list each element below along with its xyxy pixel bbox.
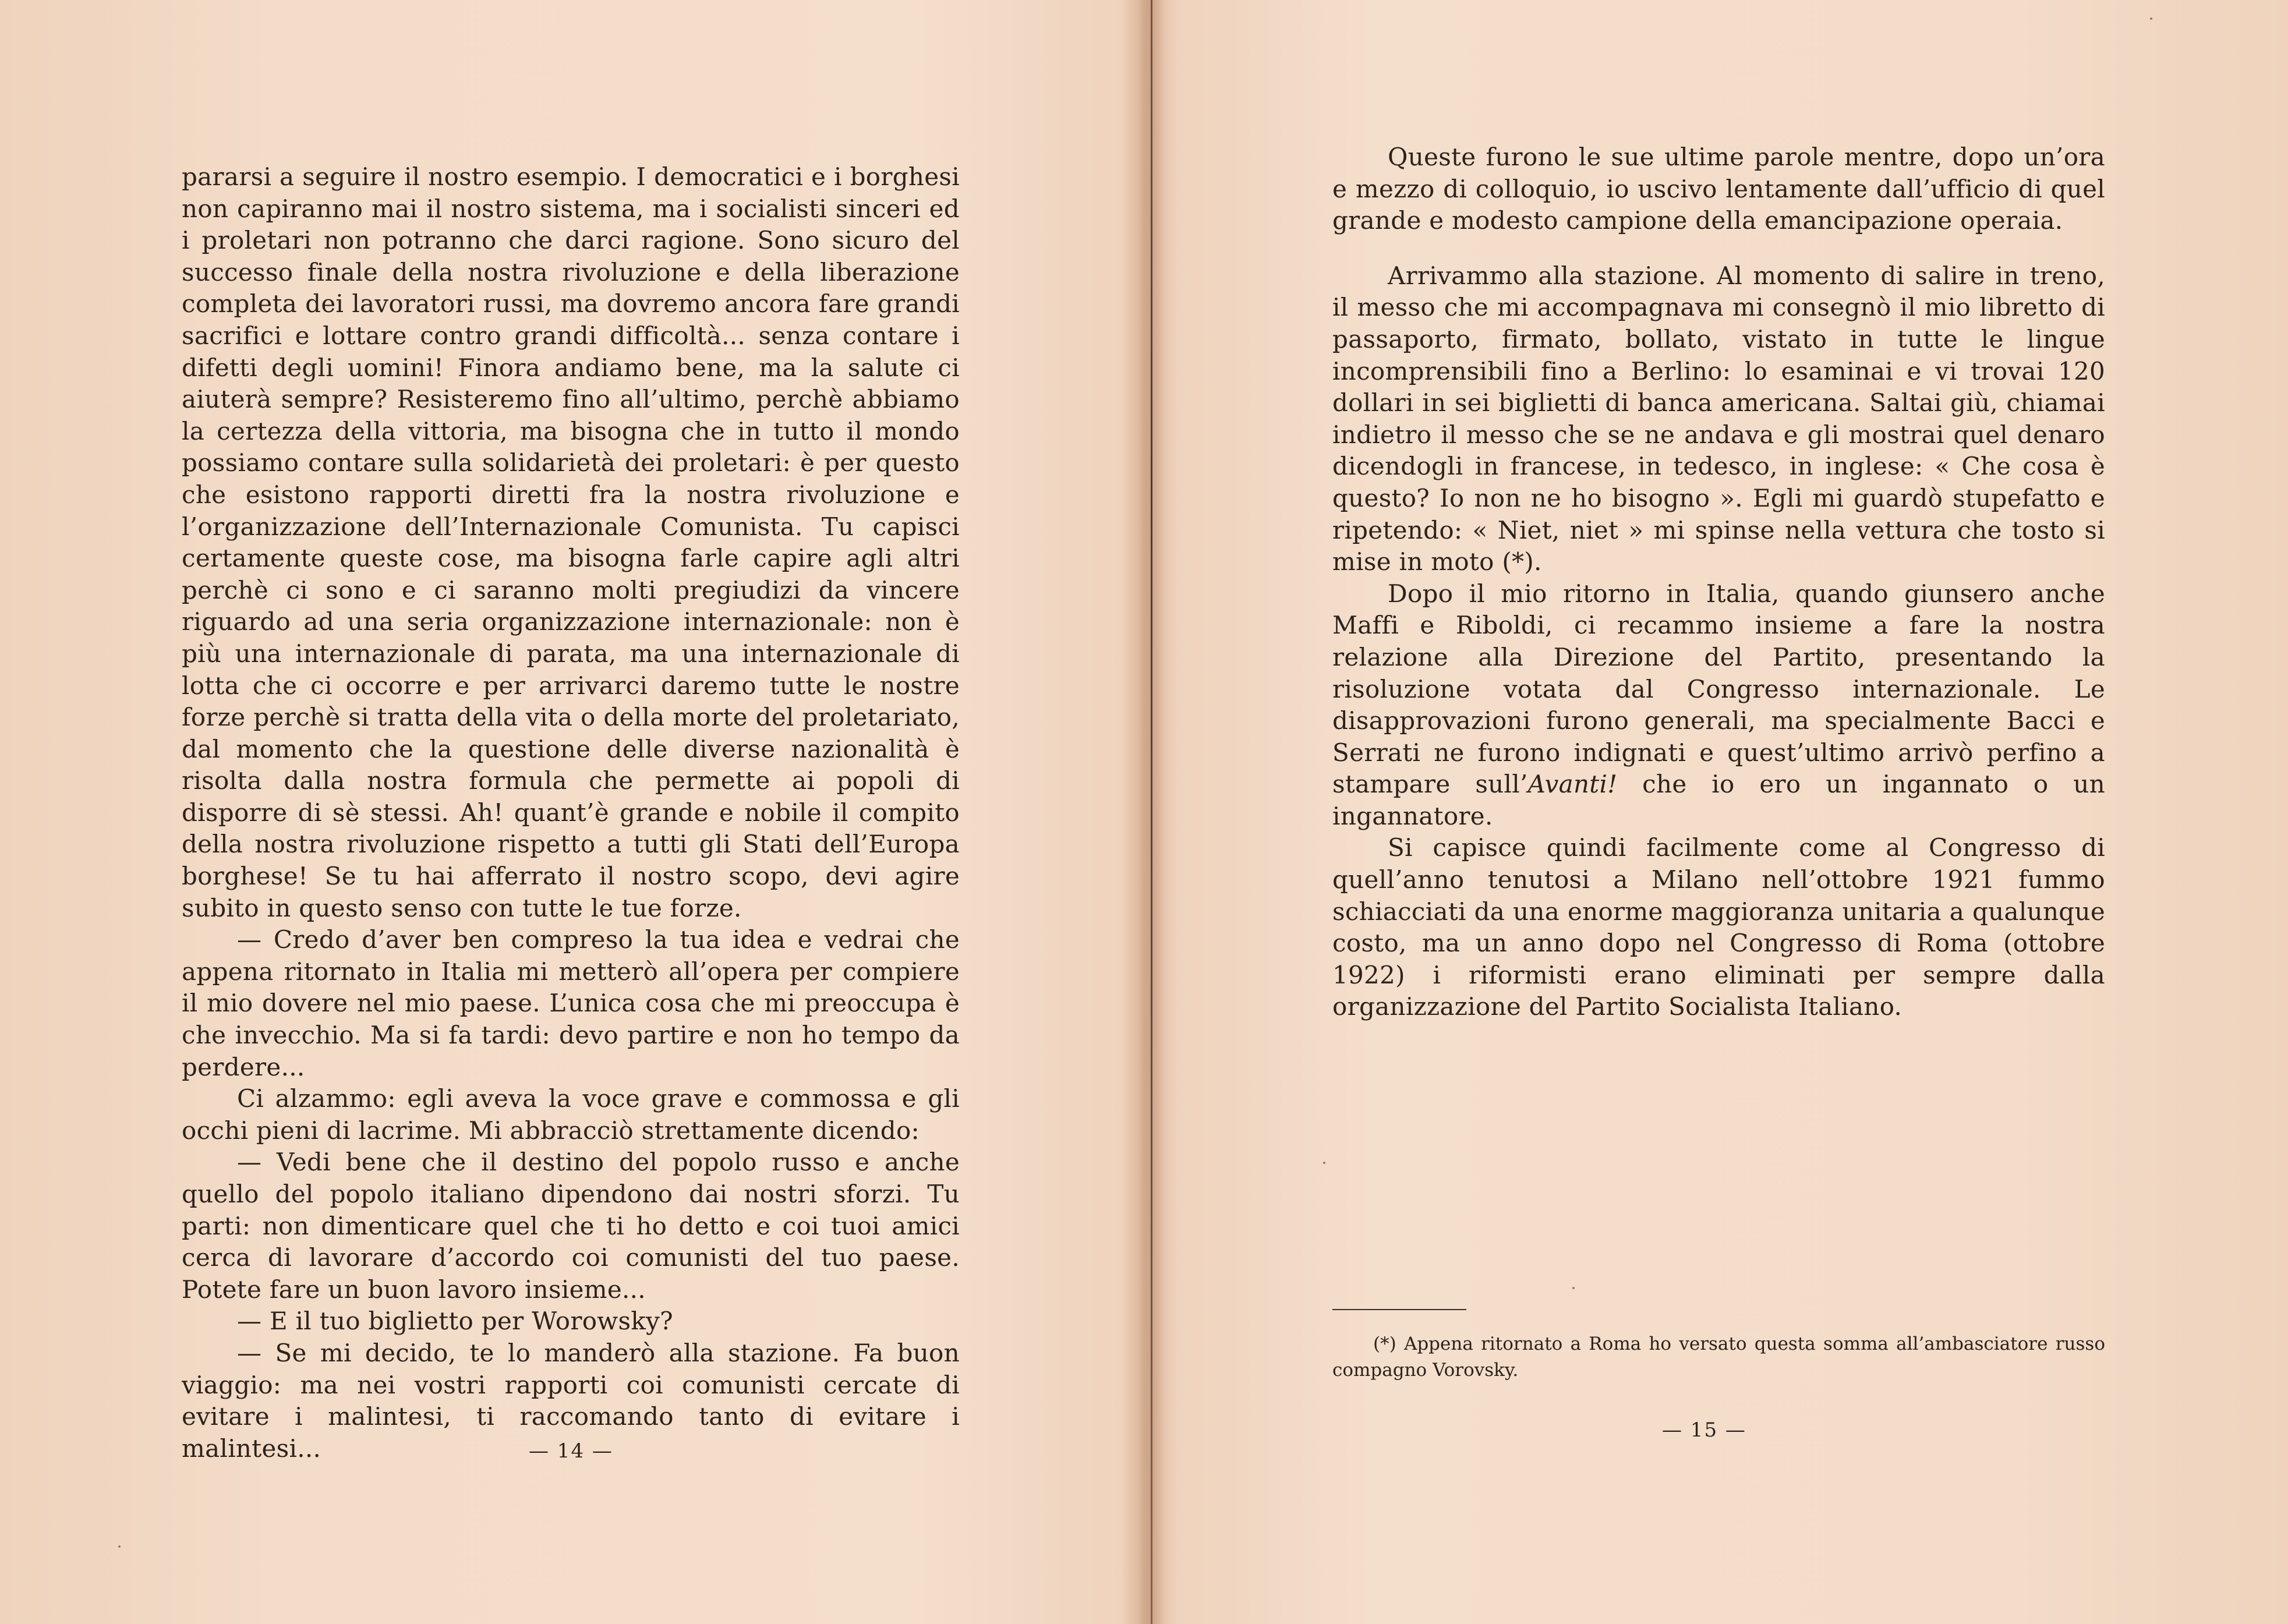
paragraph: Queste furono le sue ultime parole mentre, dopo un’ora e mezzo di colloquio, io uscivo lentamente dall’ufficio di quel grande e modesto campione della emancipazione operaia. bbox=[1332, 143, 2105, 235]
paper-speck bbox=[1323, 1162, 1325, 1164]
paragraph: — E il tuo biglietto per Worowsky? bbox=[237, 1307, 673, 1336]
newspaper-title: Avanti! bbox=[1527, 770, 1618, 799]
footnote: (*) Appena ritornato a Roma ho versato questa somma all’ambasciatore russo compagno Vorovsky. bbox=[1332, 1333, 2105, 1381]
paragraph: Ci alzammo: egli aveva la voce grave e commossa e gli occhi pieni di lacrime. Mi abbracciò strettamente dicendo: bbox=[182, 1084, 960, 1145]
paper-speck bbox=[118, 1545, 121, 1548]
paragraph: Si capisce quindi facilmente come al Congresso di quell’anno tenutosi a Milano nell’ottobre 1921 fummo schiacciati da una enorme maggioranza unitaria a qualunque costo, ma un anno dopo nel Congresso di Roma (ottobre 1922) i riformisti erano eliminati per sempre dalla organizzazione del Partito Socialista Italiano. bbox=[1332, 833, 2105, 1021]
paragraph-text: che io ero un ingannato o un ingannatore. bbox=[1332, 770, 2105, 830]
left-page-text bbox=[182, 161, 960, 1464]
paragraph: Arrivammo alla stazione. Al momento di salire in treno, il messo che mi accompagnava mi consegnò il mio libretto di passaporto, firmato, bollato, vistato in tutte le lingue incomprensibili fino a Berlino: lo esaminai e vi trovai 120 dollari in sei biglietti di banca americana. Saltai giù, chiamai indietro il messo che se ne andava e gli mostrai quel denaro dicendogli in francese, in tedesco, in inglese: « Che cosa è questo? Io non ne ho bisogno ». Egli mi guardò stupefatto e ripetendo: « Niet, niet » mi spinse nella vettura che tosto si mise in moto (*). bbox=[1332, 261, 2105, 576]
paragraph-text: Dopo il mio ritorno in Italia, quando giunsero anche Maffi e Riboldi, ci recammo insieme a fare la nostra relazione alla Direzione del Partito, presentando la risoluzione votata dal Congresso internazionale. Le disapprovazioni furono generali, ma specialmente Bacci e Serrati ne furono indignati e quest’ultimo arrivò perfino a stampare sull’ bbox=[1332, 579, 2105, 799]
right-page-text bbox=[1332, 141, 2105, 1023]
paragraph bbox=[1332, 578, 2105, 833]
paragraph: — Se mi decido, te lo manderò alla stazione. Fa buon viaggio: ma nei vostri rapporti coi comunisti cercate di evitare i malintesi, ti raccomando tanto di evitare i malintesi... bbox=[182, 1338, 960, 1463]
page-number: — 14 — bbox=[529, 1439, 613, 1463]
right-page bbox=[1144, 0, 2288, 1624]
paragraph: — Vedi bene che il destino del popolo russo e anche quello del popolo italiano dipendono dai nostri sforzi. Tu parti: non dimenticare quel che ti ho detto e coi tuoi amici cerca di lavorare d’accordo coi comunisti del tuo paese. Potete fare un buon lavoro insieme... bbox=[182, 1148, 960, 1304]
paragraph: pararsi a seguire il nostro esempio. I democratici e i borghesi non capiranno mai il nostro sistema, ma i socialisti sinceri ed i proletari non potranno che darci ragione. Sono sicuro del successo finale della nostra rivoluzione e della liberazione completa dei lavoratori russi, ma dovremo ancora fare grandi sacrifici e lottare contro grandi difficoltà... senza contare i difetti degli uomini! Finora andiamo bene, ma la salute ci aiuterà sempre? Resisteremo fino all’ultimo, perchè abbiamo la certezza della vittoria, ma bisogna che in tutto il mondo possiamo contare sulla solidarietà dei proletari: è per questo che esistono rapporti diretti fra la nostra rivoluzione e l’organizzazione dell’Internazionale Comunista. Tu capisci certamente queste cose, ma bisogna farle capire agli altri perchè ci sono e ci saranno molti pregiudizi da vincere riguardo ad una seria organizzazione internazionale: non è più una internazionale di parata, ma una internazionale di lotta che ci occorre e per arrivarci daremo tutte le nostre forze perchè si tratta della vita o della morte del proletariato, dal momento che la questione delle diverse nazionalità è risolta dalla nostra formula che permette ai popoli di disporre di sè stessi. Ah! quant’è grande e nobile il compito della nostra rivoluzione rispetto a tutti gli Stati dell’Europa borghese! Se tu hai afferrato il nostro scopo, devi agire subito in questo senso con tutte le tue forze. bbox=[182, 162, 960, 922]
paper-speck bbox=[2150, 17, 2152, 20]
footnote-rule bbox=[1332, 1309, 1466, 1310]
page-number: — 15 — bbox=[1662, 1418, 1746, 1442]
paper-speck bbox=[1572, 1287, 1575, 1289]
paragraph: — Credo d’aver ben compreso la tua idea e vedrai che appena ritornato in Italia mi metterò all’opera per compiere il mio dovere nel mio paese. L’unica cosa che mi preoccupa è che invecchio. Ma si fa tardi: devo partire e non ho tempo da perdere... bbox=[182, 925, 960, 1081]
